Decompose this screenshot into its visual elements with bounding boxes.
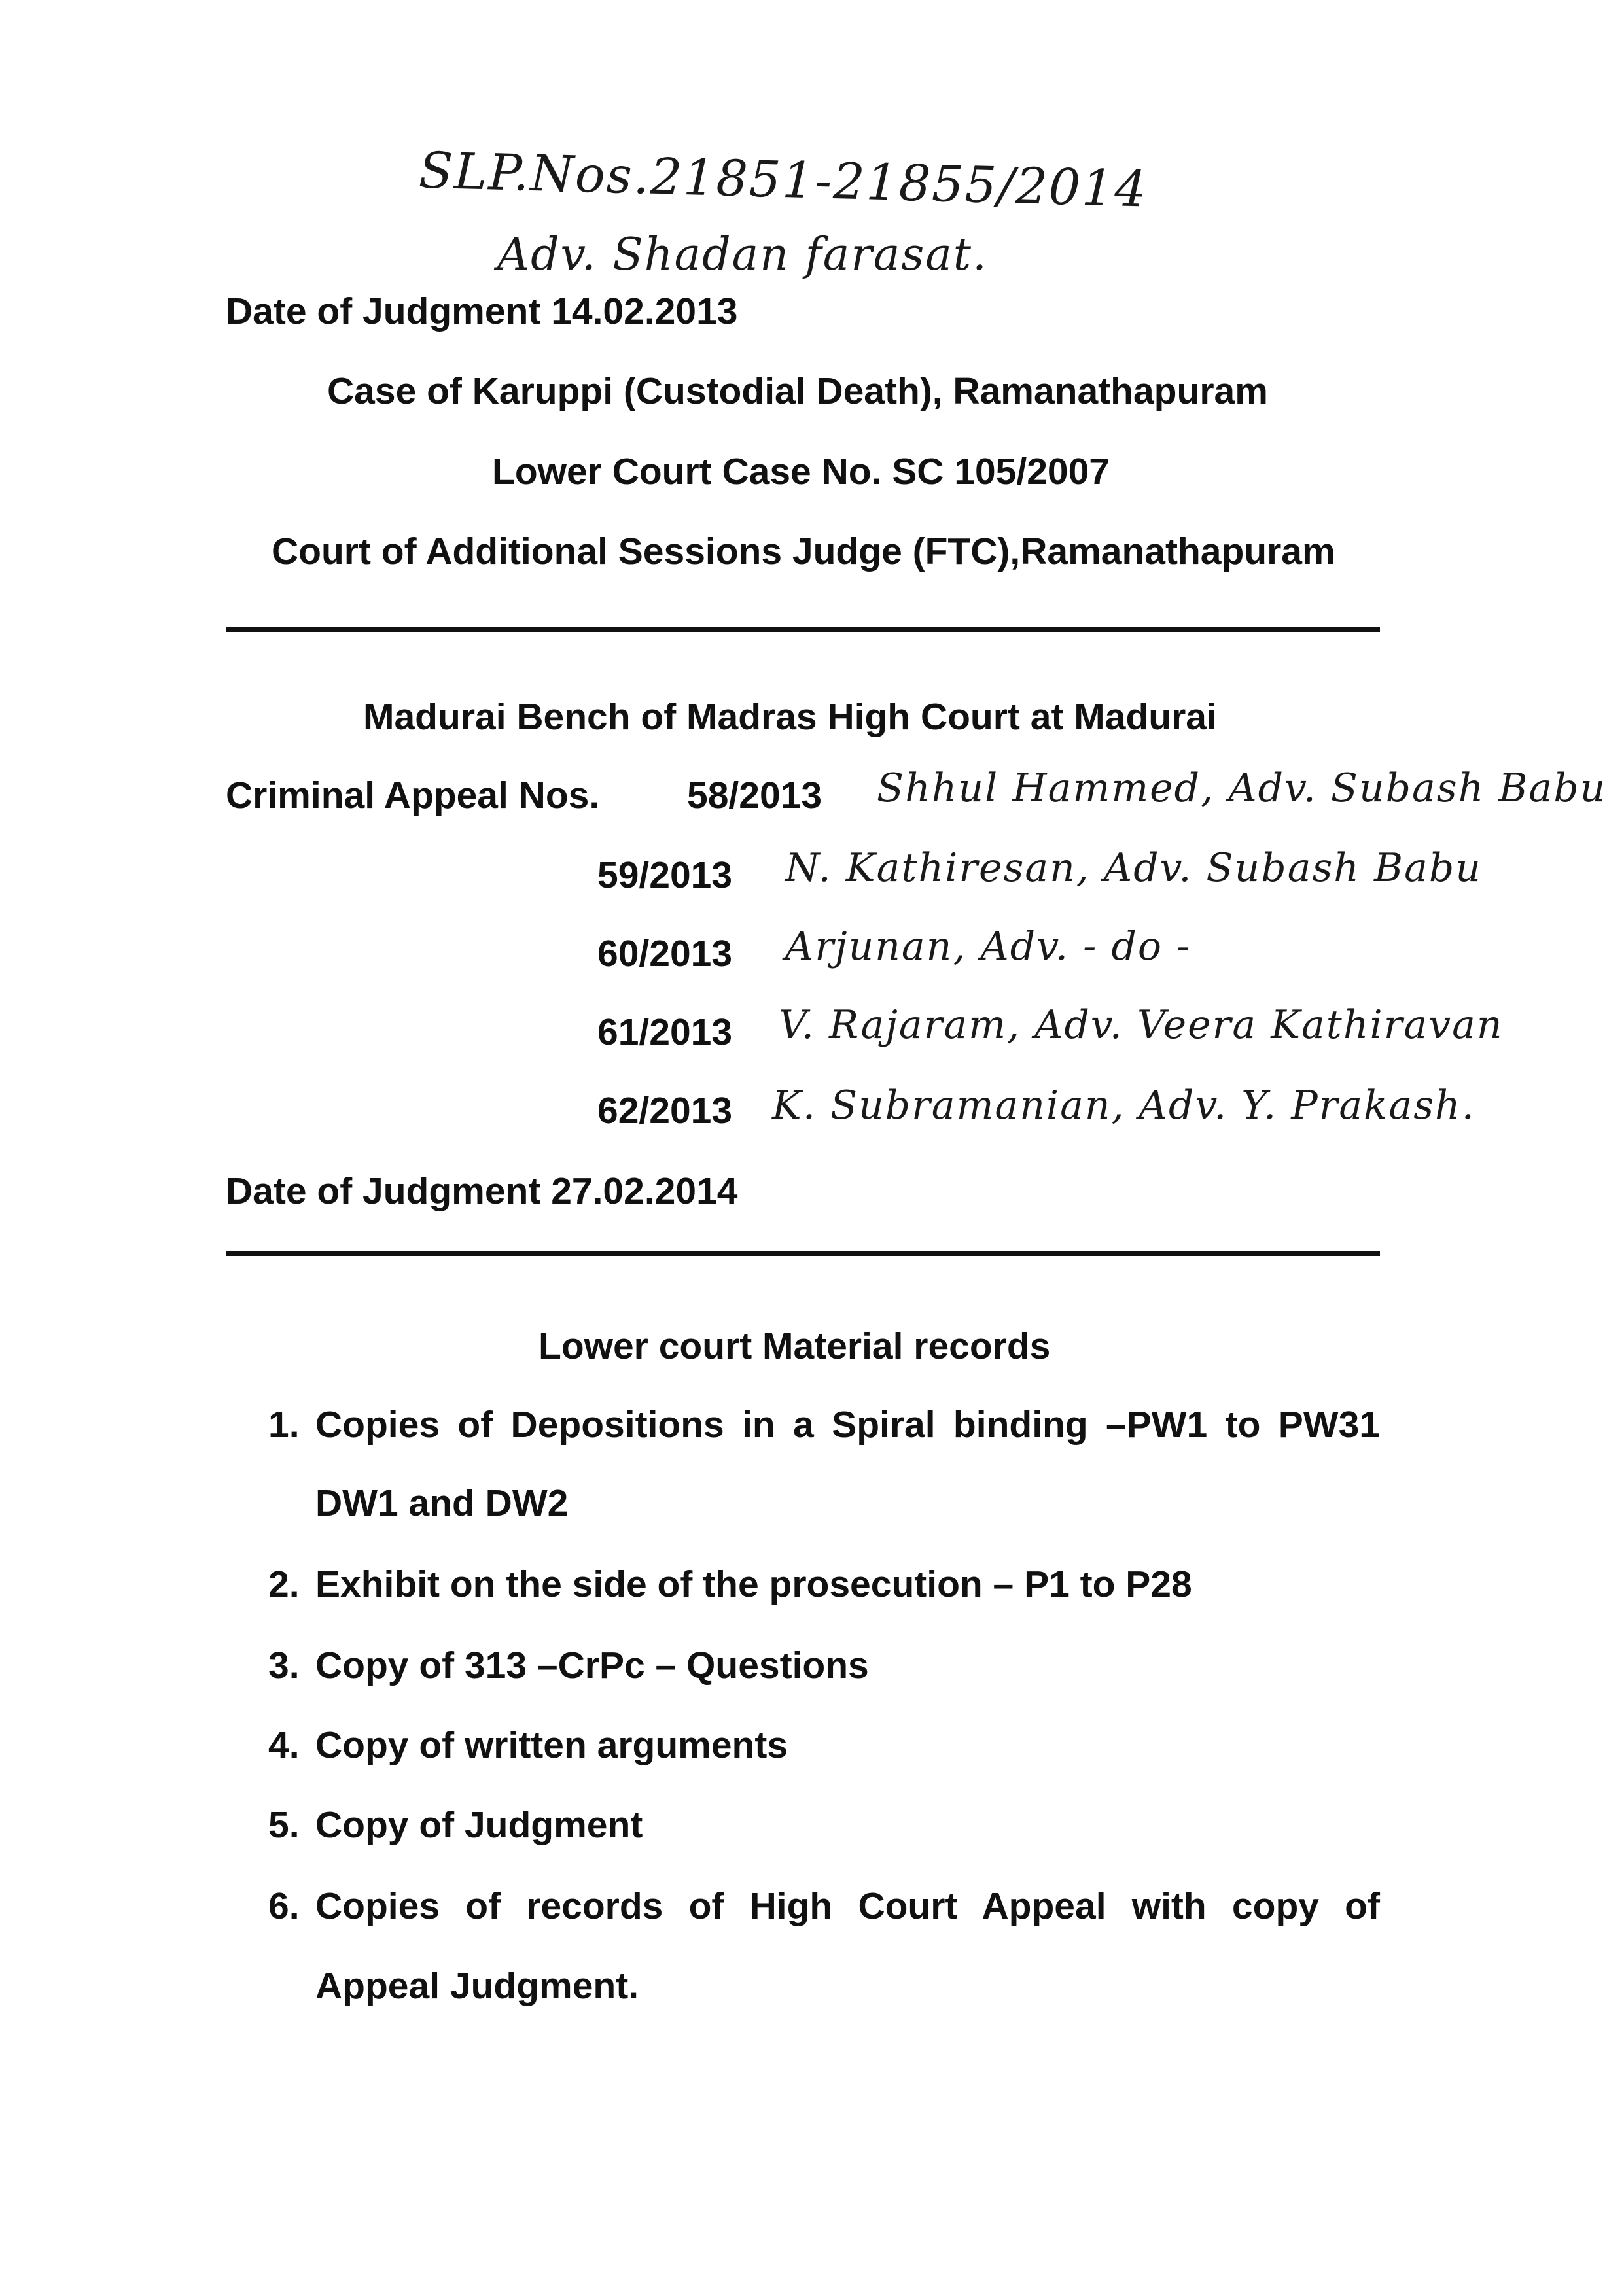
handwritten-note-59: N. Kathiresan, Adv. Subash Babu	[785, 845, 1482, 891]
appeal-number-59: 59/2013	[597, 854, 733, 896]
record-item-number: 5.	[268, 1804, 300, 1846]
lower-court-judgment-date: Date of Judgment 14.02.2013	[226, 290, 738, 332]
records-title: Lower court Material records	[538, 1325, 1051, 1367]
court-name: Court of Additional Sessions Judge (FTC),Ramanathapuram	[272, 531, 1335, 572]
handwritten-advocate: Adv. Shadan farasat.	[497, 229, 988, 281]
record-item-number: 4.	[268, 1724, 300, 1766]
handwritten-note-58: Shhul Hammed, Adv. Subash Babu	[877, 765, 1607, 811]
high-court-judgment-date: Date of Judgment 27.02.2014	[226, 1170, 738, 1212]
divider-bottom	[226, 1251, 1380, 1256]
bench-title: Madurai Bench of Madras High Court at Madurai	[363, 696, 1217, 738]
appeal-number-62: 62/2013	[597, 1090, 733, 1132]
handwritten-note-62: K. Subramanian, Adv. Y. Prakash.	[772, 1083, 1475, 1128]
appeal-number-58: 58/2013	[687, 774, 822, 816]
record-item-text: Copies of records of High Court Appeal with copy of	[315, 1885, 1380, 1927]
appeal-number-61: 61/2013	[597, 1011, 733, 1053]
case-title: Case of Karuppi (Custodial Death), Ramanathapuram	[327, 370, 1268, 412]
divider-top	[226, 627, 1380, 632]
record-item-text: Copy of Judgment	[315, 1804, 643, 1846]
criminal-appeal-label: Criminal Appeal Nos.	[226, 774, 600, 816]
record-item-number: 2.	[268, 1563, 300, 1605]
record-item-text: Copy of 313 –CrPc – Questions	[315, 1644, 869, 1686]
record-item-number: 1.	[268, 1404, 300, 1446]
handwritten-note-61: V. Rajaram, Adv. Veera Kathiravan	[779, 1002, 1504, 1048]
record-item-text: Exhibit on the side of the prosecution – P1 to P28	[315, 1563, 1192, 1605]
record-item-number: 3.	[268, 1644, 300, 1686]
lower-court-case-number: Lower Court Case No. SC 105/2007	[492, 451, 1110, 493]
record-item-text: Copy of written arguments	[315, 1724, 788, 1766]
appeal-number-60: 60/2013	[597, 933, 733, 975]
record-item-number: 6.	[268, 1885, 300, 1927]
handwritten-note-60: Arjunan, Adv. - do -	[785, 924, 1192, 969]
record-item-text: Copies of Depositions in a Spiral binding –PW1 to PW31	[315, 1404, 1380, 1446]
record-item-text-continuation: Appeal Judgment.	[315, 1965, 639, 2007]
record-item-text-continuation: DW1 and DW2	[315, 1482, 569, 1524]
handwritten-slp-number: SLP.Nos.21851-21855/2014	[418, 141, 1149, 218]
